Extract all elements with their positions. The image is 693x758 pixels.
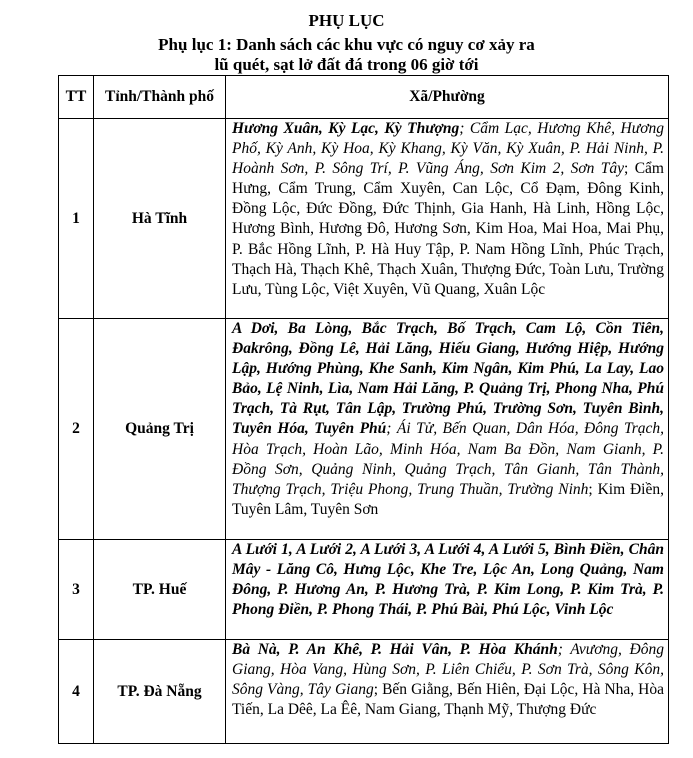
table-row — [59, 319, 669, 540]
risk-area-table — [58, 75, 669, 744]
row-number: 1 — [59, 119, 94, 319]
page-title: PHỤ LỤC — [308, 11, 385, 30]
row-number: 3 — [59, 540, 94, 640]
row-number: 2 — [59, 319, 94, 540]
wards-medium-risk: ; Avương, Đông Giang, Hòa Vang, Hùng Sơn, P. Liên Chiểu, P. Sơn Trà, Sông Kôn, Sông Vàng, Tây Giang — [232, 641, 664, 699]
page-subtitle-line1: Phụ lục 1: Danh sách các khu vực có nguy cơ xảy ra — [158, 35, 535, 54]
table-row — [59, 119, 669, 319]
row-province: TP. Đà Nẵng — [94, 640, 226, 744]
wards-medium-risk: ; Ái Tử, Bến Quan, Dân Hóa, Đông Trạch, Hòa Trạch, Hoàn Lão, Minh Hóa, Nam Ba Đồn, Nam Gianh, P. Đồng Sơn, Quảng Ninh, Quảng Trạch, Tân Gianh, Tân Thành, Thượng Trạch, Triệu Phong, Trung Thuần, Trường Ninh — [232, 420, 664, 498]
row-ward-list — [226, 540, 669, 640]
header-province: Tỉnh/Thành phố — [94, 76, 226, 119]
row-number: 4 — [59, 640, 94, 744]
row-province: Hà Tĩnh — [94, 119, 226, 319]
wards-high-risk: Hương Xuân, Kỳ Lạc, Kỳ Thượng — [232, 120, 460, 137]
header-wards: Xã/Phường — [226, 76, 669, 119]
page-subtitle-line2: lũ quét, sạt lở đất đá trong 06 giờ tới — [214, 55, 479, 74]
row-ward-list — [226, 119, 669, 319]
header-tt: TT — [59, 76, 94, 119]
table-header-row — [59, 76, 669, 119]
wards-low-risk: ; Bến Giằng, Bến Hiên, Đại Lộc, Hà Nha, Hòa Tiến, La Dêê, La Êê, Nam Giang, Thạnh Mỹ, Thượng Đức — [232, 681, 665, 719]
row-ward-list — [226, 640, 669, 744]
wards-low-risk: ; Kim Điền, Tuyên Lâm, Tuyên Sơn — [232, 480, 664, 518]
wards-high-risk: Bà Nà, P. An Khê, P. Hải Vân, P. Hòa Khánh — [232, 641, 558, 658]
table-row — [59, 640, 669, 744]
row-province: Quảng Trị — [94, 319, 226, 540]
wards-high-risk: A Dơi, Ba Lòng, Bắc Trạch, Bố Trạch, Cam Lộ, Cồn Tiên, Đakrông, Đồng Lê, Hải Lăng, Hiếu Giang, Hướng Hiệp, Hướng Lập, Hướng Phùng, Khe Sanh, Kim Ngân, Kim Phú, La Lay, Lao Bảo, Lệ Ninh, Lìa, Nam Hải Lăng, P. Quảng Trị, Phong Nha, Phú Trạch, Tà Rụt, Tân Lập, Trường Phú, Trường Sơn, Tuyên Bình, Tuyên Hóa, Tuyên Phú — [232, 320, 664, 438]
wards-medium-risk: ; Cẩm Lạc, Hương Khê, Hương Phố, Kỳ Anh, Kỳ Hoa, Kỳ Khang, Kỳ Văn, Kỳ Xuân, P. Hải Ninh, P. Hoành Sơn, P. Sông Trí, P. Vũng Áng, Sơn Kim 2, Sơn Tây — [232, 120, 664, 178]
row-ward-list — [226, 319, 669, 540]
table-row — [59, 540, 669, 640]
row-province: TP. Huế — [94, 540, 226, 640]
wards-high-risk: A Lưới 1, A Lưới 2, A Lưới 3, A Lưới 4, A Lưới 5, Bình Điền, Chân Mây - Lăng Cô, Hưng Lộc, Khe Tre, Lộc An, Long Quảng, Nam Đông, P. Hương An, P. Hương Trà, P. Kim Long, P. Kim Trà, P. Phong Điền, P. Phong Thái, P. Phú Bài, Phú Lộc, Vinh Lộc — [232, 541, 664, 619]
wards-low-risk: ; Cẩm Hưng, Cẩm Trung, Cẩm Xuyên, Can Lộc, Cổ Đạm, Đông Kinh, Đồng Lộc, Đức Đồng, Đức Thịnh, Gia Hanh, Hà Linh, Hồng Lộc, Hương Bình, Hương Đô, Hương Sơn, Kim Hoa, Mai Hoa, Mai Phụ, P. Bắc Hồng Lĩnh, P. Hà Huy Tập, P. Nam Hồng Lĩnh, Phúc Trạch, Thạch Hà, Thạch Khê, Thạch Xuân, Thượng Đức, Toàn Lưu, Trường Lưu, Tùng Lộc, Việt Xuyên, Vũ Quang, Xuân Lộc — [232, 160, 664, 298]
